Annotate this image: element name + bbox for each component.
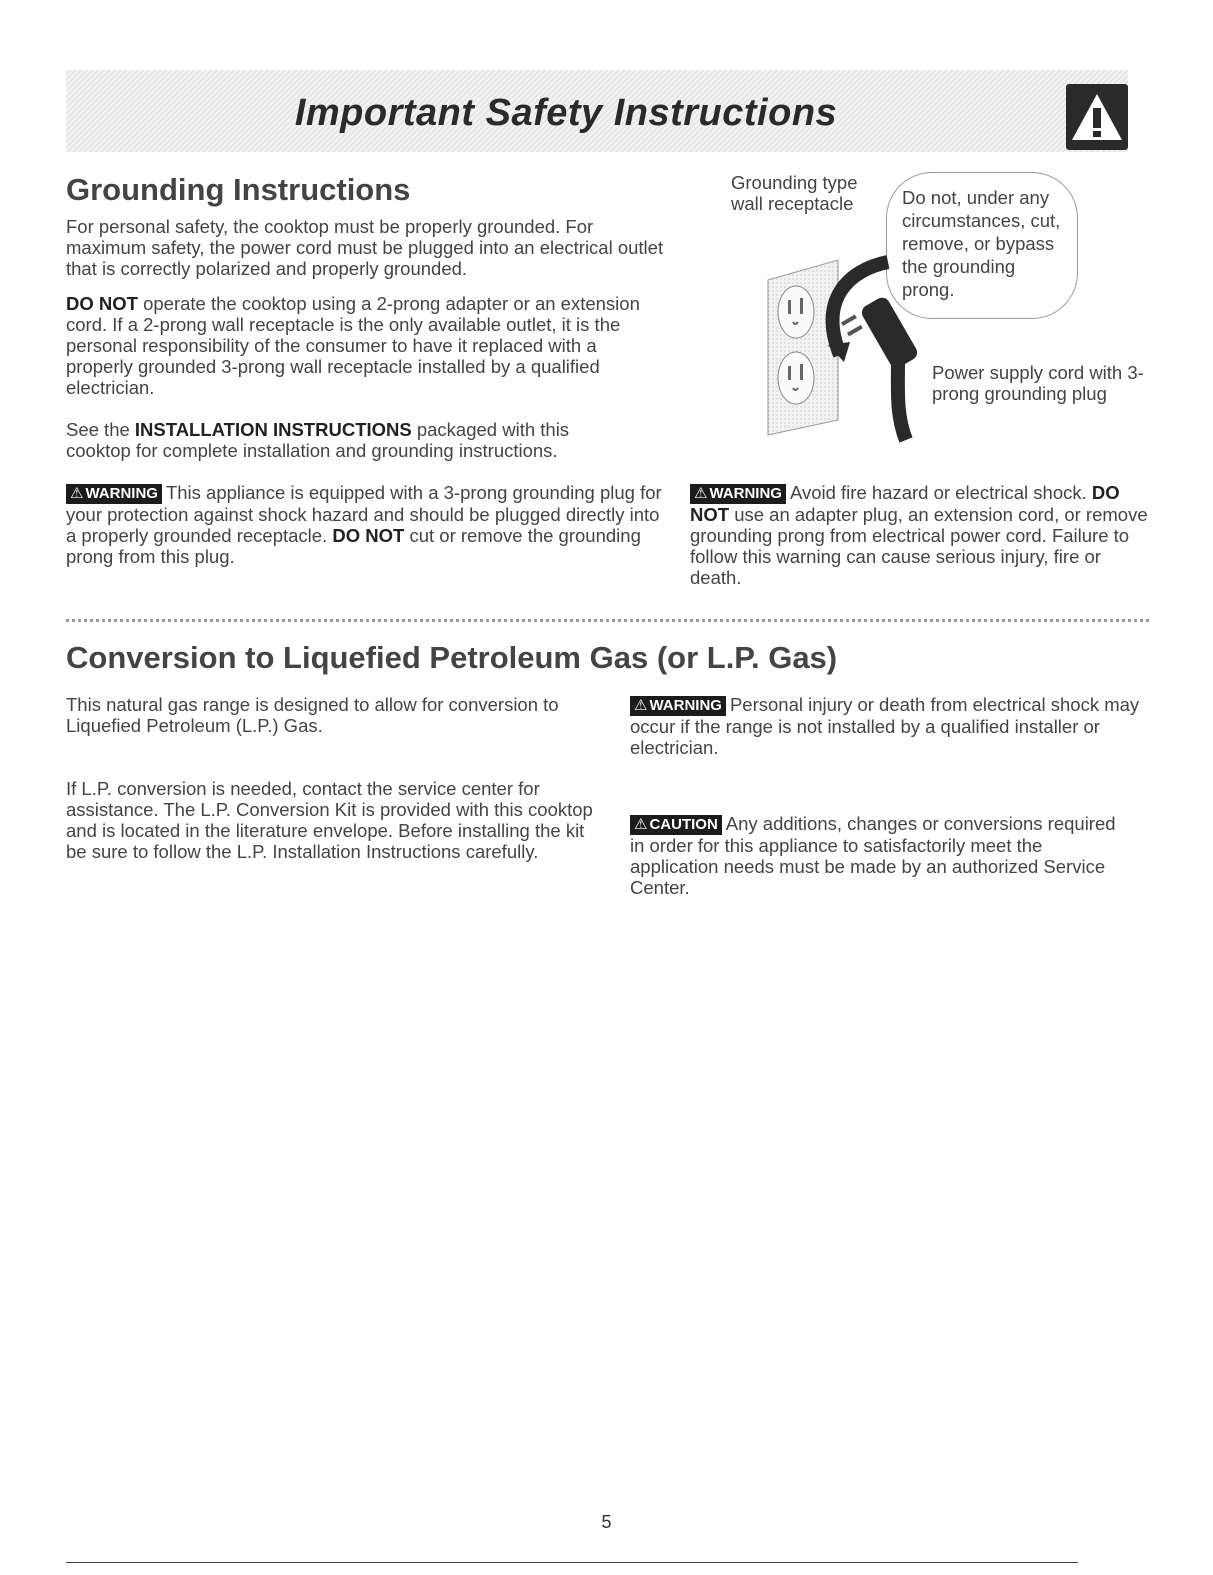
grounding-paragraph-3-pre: See the [66, 419, 135, 440]
warning-2-text-b: use an adapter plug, an extension cord, or remove grounding prong from electrical power cord. Failure to follow this warning can cause serious injury, fire or death. [690, 504, 1148, 588]
warning-triangle-icon: ⚠ [70, 485, 84, 502]
conversion-warning-text: Personal injury or death from electrical shock may occur if the range is not installed by a qualified installer or electrician. [630, 694, 1140, 758]
warning-label [630, 696, 726, 716]
caution-label-text: CAUTION [649, 816, 718, 833]
conversion-caution-text: Any additions, changes or conversions required in order for this appliance to satisfactorily meet the application needs must be made by an authorized Service Center. [630, 813, 1116, 898]
section-divider [66, 619, 1149, 622]
page-number: 5 [601, 1512, 612, 1532]
warning-label [690, 484, 786, 504]
installation-instructions-emphasis: INSTALLATION INSTRUCTIONS [134, 419, 412, 440]
header-banner [66, 70, 1128, 152]
warning-triangle-icon [1066, 84, 1128, 150]
wall-receptacle-icon [768, 260, 838, 435]
caution-label [630, 815, 722, 835]
grounding-paragraph-1: For personal safety, the cooktop must be properly grounded. For maximum safety, the power cord must be plugged into an electrical outlet that is correctly polarized and properly grounded. [66, 216, 664, 279]
conversion-paragraph-2: If L.P. conversion is needed, contact the service center for assistance. The L.P. Conversion Kit is provided with this cooktop and is located in the literature envelope. Before installing the kit be sure to follow the L.P. Installation Instructions carefully. [66, 778, 593, 862]
grounding-paragraph-3-text: packaged with this cooktop for complete installation and grounding instructions. [66, 419, 570, 461]
warning-label-text: WARNING [85, 485, 158, 502]
warning-triangle-icon: ⚠ [694, 485, 708, 502]
callout-text: Do not, under any circumstances, cut, remove, or bypass the grounding prong. [902, 187, 1061, 300]
do-not-emphasis: DO NOT [332, 525, 405, 546]
warning-2-text-a: Avoid fire hazard or electrical shock. [789, 482, 1092, 503]
grounding-heading: Grounding Instructions [66, 172, 411, 207]
warning-label [66, 484, 162, 504]
grounding-paragraph-2-text: operate the cooktop using a 2-prong adapter or an extension cord. If a 2-prong wall receptacle is the only available outlet, it is the personal responsibility of the consumer to have it replaced with a properly grounded 3-prong wall receptacle installed by a qualified electrician. [66, 293, 640, 398]
outlet-plug-illustration [748, 250, 948, 450]
page-title: Important Safety Instructions [294, 92, 838, 134]
grounding-warning-2 [690, 482, 1150, 588]
do-not-emphasis: DO NOT [66, 293, 138, 314]
conversion-warning [630, 694, 1150, 758]
grounding-paragraph-2 [66, 293, 666, 398]
conversion-heading: Conversion to Liquefied Petroleum Gas (or L.P. Gas) [66, 640, 838, 675]
warning-triangle-icon: ⚠ [634, 816, 648, 833]
warning-label-text: WARNING [709, 485, 782, 502]
conversion-paragraph-1: This natural gas range is designed to allow for conversion to Liquefied Petroleum (L.P.) Gas. [66, 694, 559, 736]
do-not-emphasis: DO NOT [690, 482, 1120, 525]
warning-label-text: WARNING [649, 697, 722, 714]
warning-1-text-b: cut or remove the grounding prong from this plug. [66, 525, 641, 567]
power-cord-icon [828, 262, 920, 440]
footer-rule [66, 1562, 1078, 1563]
grounding-warning-1 [66, 482, 666, 567]
cord-label: Power supply cord with 3-prong grounding plug [932, 362, 1144, 404]
grounding-paragraph-3 [66, 419, 626, 461]
conversion-caution [630, 813, 1130, 898]
receptacle-label: Grounding type wall receptacle [731, 172, 858, 214]
warning-1-text-a: This appliance is equipped with a 3-prong grounding plug for your protection against shock hazard and should be plugged directly into a properly grounded receptacle. [66, 482, 662, 546]
warning-triangle-icon: ⚠ [634, 697, 648, 714]
